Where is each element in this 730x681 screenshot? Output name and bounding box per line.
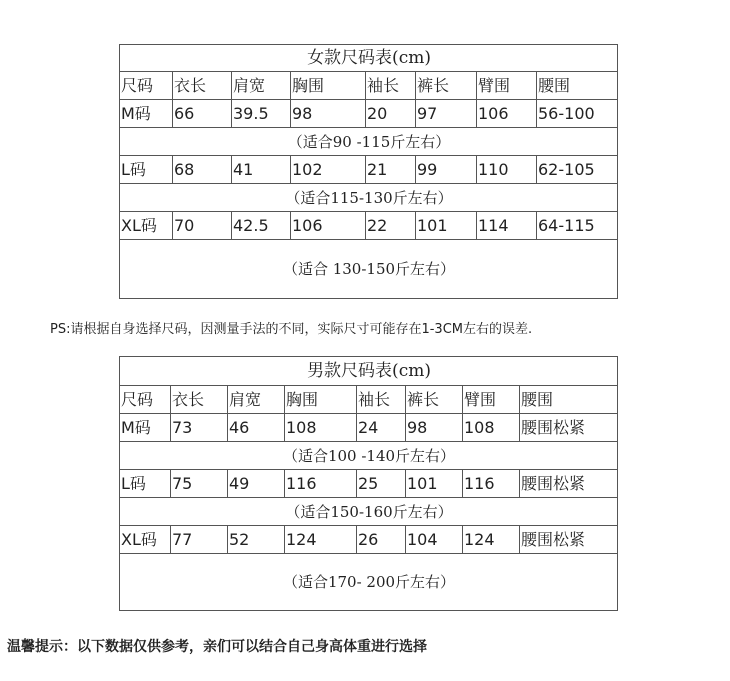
sleeve-cell: 25	[357, 470, 406, 498]
header-waist: 腰围	[520, 386, 618, 414]
chest-cell: 108	[285, 414, 357, 442]
length-cell: 77	[171, 526, 228, 554]
table-row	[120, 156, 618, 184]
weight-note: （适合90 -115斤左右）	[120, 128, 618, 156]
size-cell: XL码	[120, 526, 171, 554]
chest-cell: 98	[291, 100, 366, 128]
pants-length-cell: 101	[416, 212, 477, 240]
arm-cell: 114	[477, 212, 537, 240]
size-cell: M码	[120, 414, 171, 442]
weight-note: （适合170- 200斤左右）	[120, 554, 618, 611]
chest-cell: 102	[291, 156, 366, 184]
weight-note: （适合 130-150斤左右）	[120, 240, 618, 299]
waist-cell: 56-100	[537, 100, 618, 128]
pants-length-cell: 101	[406, 470, 463, 498]
shoulder-cell: 49	[228, 470, 285, 498]
men-size-table	[119, 356, 618, 611]
header-chest: 胸围	[291, 72, 366, 100]
header-size: 尺码	[120, 386, 171, 414]
length-cell: 66	[173, 100, 232, 128]
men-header-row	[120, 386, 618, 414]
shoulder-cell: 46	[228, 414, 285, 442]
header-size: 尺码	[120, 72, 173, 100]
sleeve-cell: 24	[357, 414, 406, 442]
shoulder-cell: 42.5	[232, 212, 291, 240]
header-length: 衣长	[171, 386, 228, 414]
arm-cell: 116	[463, 470, 520, 498]
weight-note: （适合115-130斤左右）	[120, 184, 618, 212]
waist-cell: 腰围松紧	[520, 414, 618, 442]
size-cell: XL码	[120, 212, 173, 240]
header-chest: 胸围	[285, 386, 357, 414]
shoulder-cell: 52	[228, 526, 285, 554]
pants-length-cell: 97	[416, 100, 477, 128]
weight-note: （适合150-160斤左右）	[120, 498, 618, 526]
length-cell: 70	[173, 212, 232, 240]
tip-note: 温馨提示：以下数据仅供参考，亲们可以结合自己身高体重进行选择	[7, 639, 427, 655]
table-row	[120, 414, 618, 442]
table-row	[120, 526, 618, 554]
arm-cell: 110	[477, 156, 537, 184]
women-header-row	[120, 72, 618, 100]
header-shoulder: 肩宽	[228, 386, 285, 414]
length-cell: 75	[171, 470, 228, 498]
men-table-title: 男款尺码表(cm)	[120, 357, 618, 386]
shoulder-cell: 39.5	[232, 100, 291, 128]
women-size-table	[119, 44, 618, 299]
table-row	[120, 212, 618, 240]
waist-cell: 腰围松紧	[520, 470, 618, 498]
waist-cell: 62-105	[537, 156, 618, 184]
arm-cell: 106	[477, 100, 537, 128]
header-length: 衣长	[173, 72, 232, 100]
table-row	[120, 100, 618, 128]
header-arm: 臂围	[463, 386, 520, 414]
header-sleeve: 袖长	[366, 72, 416, 100]
table-row	[120, 470, 618, 498]
waist-cell: 腰围松紧	[520, 526, 618, 554]
sleeve-cell: 21	[366, 156, 416, 184]
sleeve-cell: 22	[366, 212, 416, 240]
pants-length-cell: 104	[406, 526, 463, 554]
size-cell: L码	[120, 470, 171, 498]
chest-cell: 106	[291, 212, 366, 240]
shoulder-cell: 41	[232, 156, 291, 184]
chest-cell: 124	[285, 526, 357, 554]
pants-length-cell: 98	[406, 414, 463, 442]
chest-cell: 116	[285, 470, 357, 498]
header-sleeve: 袖长	[357, 386, 406, 414]
size-cell: L码	[120, 156, 173, 184]
sleeve-cell: 26	[357, 526, 406, 554]
header-shoulder: 肩宽	[232, 72, 291, 100]
pants-length-cell: 99	[416, 156, 477, 184]
header-arm: 臂围	[477, 72, 537, 100]
waist-cell: 64-115	[537, 212, 618, 240]
header-pants-length: 裤长	[406, 386, 463, 414]
sleeve-cell: 20	[366, 100, 416, 128]
weight-note: （适合100 -140斤左右）	[120, 442, 618, 470]
arm-cell: 124	[463, 526, 520, 554]
size-cell: M码	[120, 100, 173, 128]
header-pants-length: 裤长	[416, 72, 477, 100]
arm-cell: 108	[463, 414, 520, 442]
women-table-title: 女款尺码表(cm)	[120, 45, 618, 72]
ps-note: PS:请根据自身选择尺码，因测量手法的不同，实际尺寸可能存在1-3CM左右的误差.	[50, 322, 533, 337]
header-waist: 腰围	[537, 72, 618, 100]
length-cell: 73	[171, 414, 228, 442]
length-cell: 68	[173, 156, 232, 184]
